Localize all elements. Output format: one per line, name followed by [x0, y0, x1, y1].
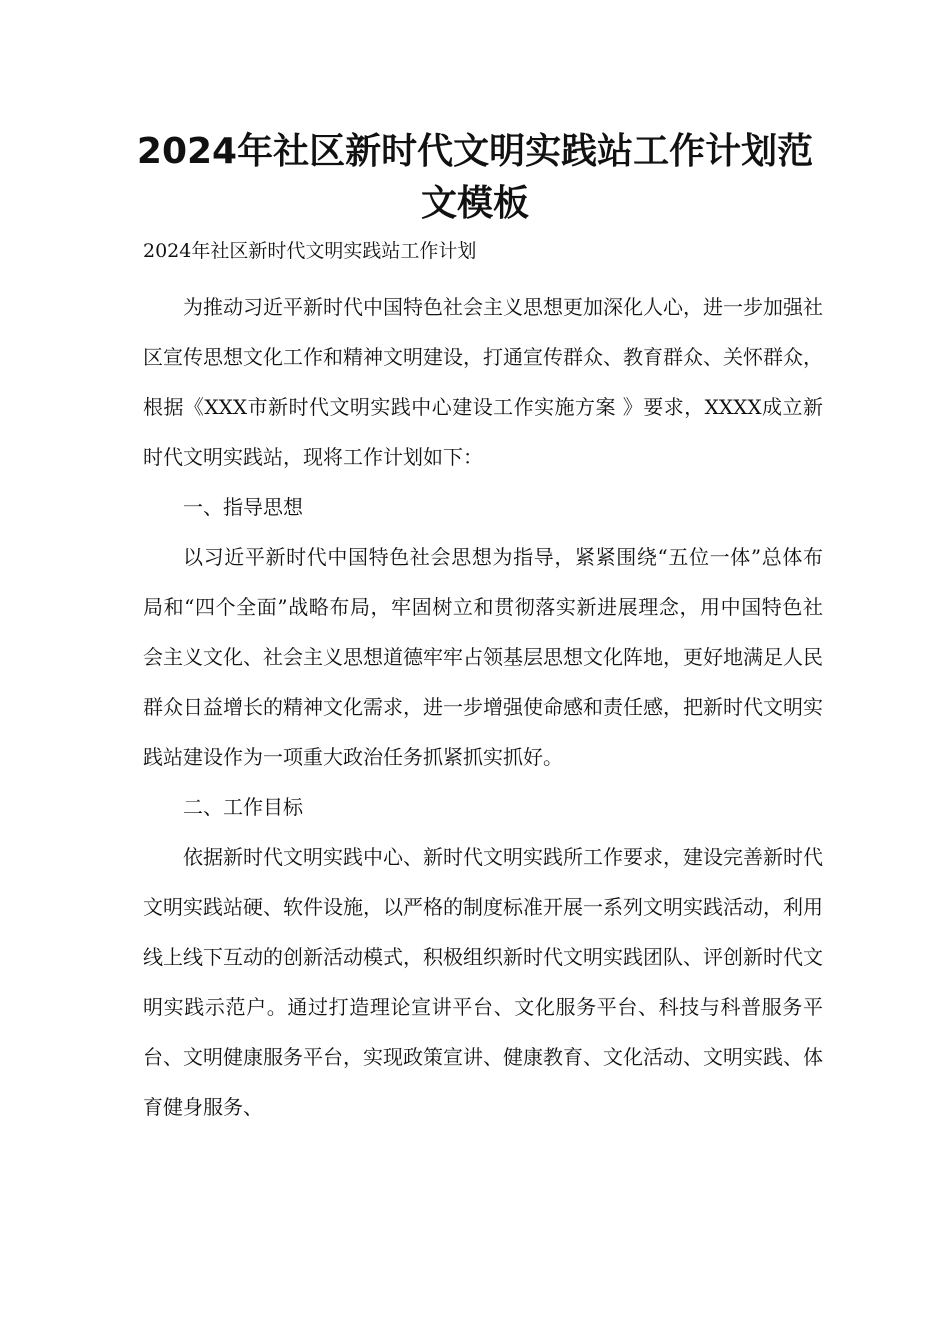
document-subtitle: 2024年社区新时代文明实践站工作计划	[143, 240, 477, 262]
intro-paragraph: 为推动习近平新时代中国特色社会主义思想更加深化人心，进一步加强社区宣传思想文化工作和精神文明建设，打通宣传群众、教育群众、关怀群众，根据《XXX市新时代文明实践中心建设工作实施方案 》要求，XXXX成立新时代文明实践站，现将工作计划如下：	[143, 295, 823, 469]
document-title: 2024年社区新时代文明实践站工作计划范文模板	[136, 131, 814, 224]
section-heading-guiding-ideology: 一、指导思想	[183, 495, 303, 519]
guiding-ideology-paragraph: 以习近平新时代中国特色社会思想为指导，紧紧围绕“五位一体”总体布局和“四个全面”战略布局，牢固树立和贯彻落实新进展理念，用中国特色社会主义文化、社会主义思想道德牢牢占领基层思想文化阵地，更好地满足人民群众日益增长的精神文化需求，进一步增强使命感和责任感，把新时代文明实践站建设作为一项重大政治任务抓紧抓实抓好。	[143, 545, 823, 769]
section-heading-work-goals: 二、工作目标	[183, 795, 303, 819]
work-goals-paragraph: 依据新时代文明实践中心、新时代文明实践所工作要求，建设完善新时代文明实践站硬、软件设施，以严格的制度标准开展一系列文明实践活动，利用线上线下互动的创新活动模式，积极组织新时代文明实践团队、评创新时代文明实践示范户。通过打造理论宣讲平台、文化服务平台、科技与科普服务平台、文明健康服务平台，实现政策宣讲、健康教育、文化活动、文明实践、体育健身服务、	[143, 845, 823, 1119]
document-body	[143, 282, 823, 1132]
